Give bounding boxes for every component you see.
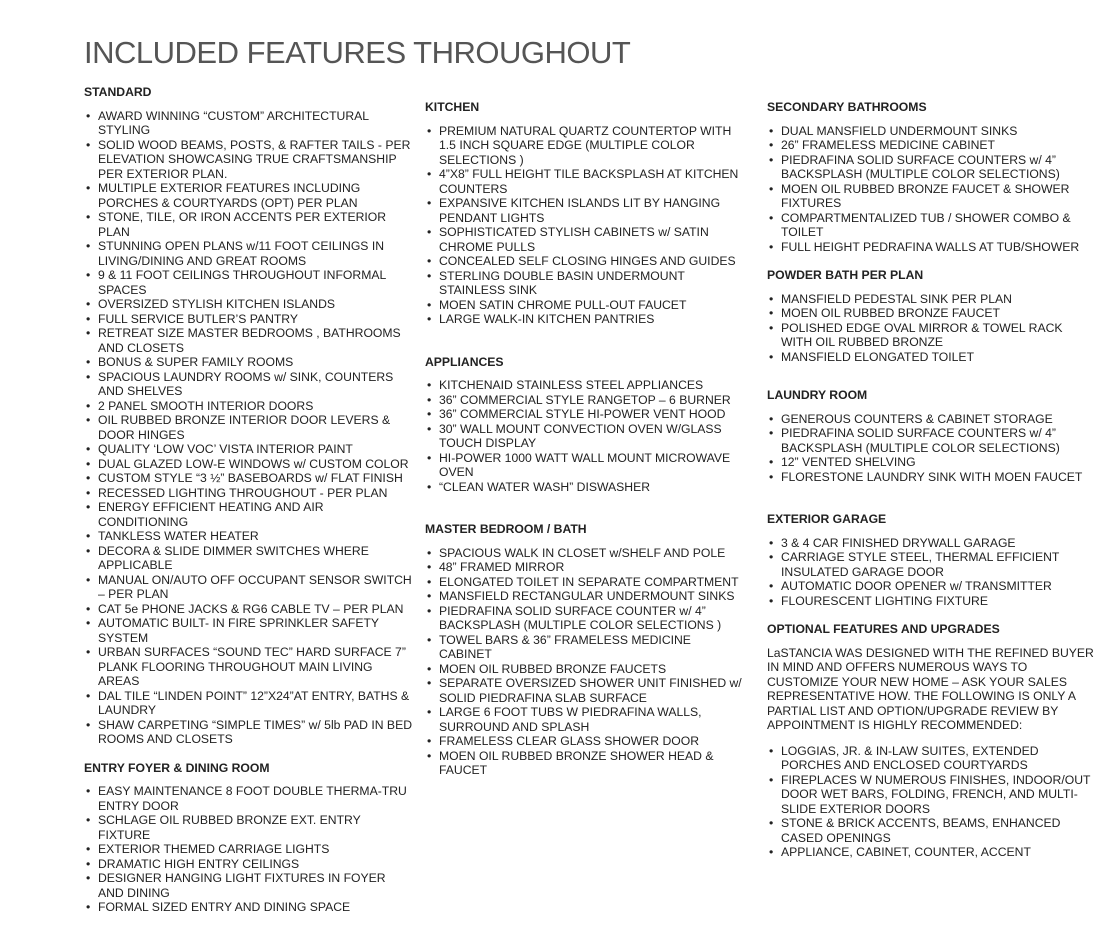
- feature-item: • “CLEAN WATER WASH” DISWASHER: [425, 480, 747, 495]
- feature-item: • STUNNING OPEN PLANS w/11 FOOT CEILINGS IN LIVING/DINING AND GREAT ROOMS: [84, 239, 414, 268]
- feature-item: • DUAL GLAZED LOW-E WINDOWS w/ CUSTOM COLOR: [84, 457, 414, 472]
- feature-item: • STONE, TILE, OR IRON ACCENTS PER EXTERIOR PLAN: [84, 210, 414, 239]
- feature-item: • MANUAL ON/AUTO OFF OCCUPANT SENSOR SWITCH – PER PLAN: [84, 573, 414, 602]
- feature-item: • 3 & 4 CAR FINISHED DRYWALL GARAGE: [767, 536, 1097, 551]
- feature-item: • CUSTOM STYLE “3 ½” BASEBOARDS w/ FLAT FINISH: [84, 471, 414, 486]
- feature-item: • SHAW CARPETING “SIMPLE TIMES” w/ 5lb PAD IN BED ROOMS AND CLOSETS: [84, 718, 414, 747]
- feature-item: • CONCEALED SELF CLOSING HINGES AND GUIDES: [425, 254, 747, 269]
- feature-item: • MOEN SATIN CHROME PULL-OUT FAUCET: [425, 298, 747, 313]
- section-powder-bath: [767, 268, 1097, 364]
- feature-item: • POLISHED EDGE OVAL MIRROR & TOWEL RACK WITH OIL RUBBED BRONZE: [767, 321, 1097, 350]
- feature-item: • BONUS & SUPER FAMILY ROOMS: [84, 355, 414, 370]
- section-heading: ENTRY FOYER & DINING ROOM: [84, 760, 270, 775]
- section-heading: OPTIONAL FEATURES AND UPGRADES: [767, 622, 1000, 636]
- feature-item: • MULTIPLE EXTERIOR FEATURES INCLUDING PORCHES & COURTYARDS (OPT) PER PLAN: [84, 181, 414, 210]
- feature-item: • DESIGNER HANGING LIGHT FIXTURES IN FOYER AND DINING: [84, 871, 414, 900]
- feature-list: [84, 109, 414, 747]
- feature-list: [767, 412, 1097, 485]
- feature-item: • 36” COMMERCIAL STYLE HI-POWER VENT HOOD: [425, 407, 747, 422]
- feature-item: • LARGE 6 FOOT TUBS W PIEDRAFINA WALLS, SURROUND AND SPLASH: [425, 705, 747, 734]
- feature-item: • EASY MAINTENANCE 8 FOOT DOUBLE THERMA-TRU ENTRY DOOR: [84, 784, 414, 813]
- feature-item: • SCHLAGE OIL RUBBED BRONZE EXT. ENTRY FIXTURE: [84, 813, 414, 842]
- feature-list: [767, 292, 1097, 365]
- section-kitchen: [425, 100, 747, 327]
- feature-item: • PIEDRAFINA SOLID SURFACE COUNTER w/ 4” BACKSPLASH (MULTIPLE COLOR SELECTIONS ): [425, 604, 747, 633]
- column-left: [84, 85, 414, 929]
- feature-item: • FLORESTONE LAUNDRY SINK WITH MOEN FAUCET: [767, 470, 1097, 485]
- column-middle: [425, 100, 747, 792]
- section-entry-foyer: [84, 761, 414, 915]
- feature-item: • AUTOMATIC BUILT- IN FIRE SPRINKLER SAFETY SYSTEM: [84, 616, 414, 645]
- feature-item: • DRAMATIC HIGH ENTRY CEILINGS: [84, 857, 414, 872]
- section-heading: SECONDARY BATHROOMS: [767, 100, 927, 114]
- feature-item: • STERLING DOUBLE BASIN UNDERMOUNT STAINLESS SINK: [425, 269, 747, 298]
- feature-item: • FULL HEIGHT PEDRAFINA WALLS AT TUB/SHOWER: [767, 240, 1097, 255]
- feature-list: [767, 124, 1097, 255]
- feature-item: • HI-POWER 1000 WATT WALL MOUNT MICROWAVE OVEN: [425, 451, 747, 480]
- section-heading: STANDARD: [84, 85, 152, 99]
- feature-item: • EXTERIOR THEMED CARRIAGE LIGHTS: [84, 842, 414, 857]
- feature-item: • 26” FRAMELESS MEDICINE CABINET: [767, 138, 1097, 153]
- feature-list: [425, 124, 747, 327]
- feature-item: • QUALITY ‘LOW VOC’ VISTA INTERIOR PAINT: [84, 442, 414, 457]
- feature-list: [425, 378, 747, 494]
- feature-item: • FORMAL SIZED ENTRY AND DINING SPACE: [84, 900, 414, 915]
- section-optional: [767, 622, 1097, 860]
- feature-item: • PIEDRAFINA SOLID SURFACE COUNTERS w/ 4” BACKSPLASH (MULTIPLE COLOR SELECTIONS): [767, 153, 1097, 182]
- feature-item: • APPLIANCE, CABINET, COUNTER, ACCENT: [767, 845, 1097, 860]
- feature-item: • ELONGATED TOILET IN SEPARATE COMPARTMENT: [425, 575, 747, 590]
- feature-item: • URBAN SURFACES “SOUND TEC” HARD SURFACE 7” PLANK FLOORING THROUGHOUT MAIN LIVING AREAS: [84, 645, 414, 689]
- feature-item: • MANSFIELD ELONGATED TOILET: [767, 350, 1097, 365]
- column-right: [767, 100, 1097, 874]
- feature-item: • SEPARATE OVERSIZED SHOWER UNIT FINISHED w/ SOLID PIEDRAFINA SLAB SURFACE: [425, 676, 747, 705]
- feature-item: • COMPARTMENTALIZED TUB / SHOWER COMBO & TOILET: [767, 211, 1097, 240]
- feature-item: • RETREAT SIZE MASTER BEDROOMS , BATHROOMS AND CLOSETS: [84, 326, 414, 355]
- feature-item: • ENERGY EFFICIENT HEATING AND AIR CONDITIONING: [84, 500, 414, 529]
- feature-item: • FRAMELESS CLEAR GLASS SHOWER DOOR: [425, 734, 747, 749]
- section-master-bedroom: [425, 522, 747, 778]
- feature-list: [767, 744, 1097, 860]
- feature-item: • DECORA & SLIDE DIMMER SWITCHES WHERE APPLICABLE: [84, 544, 414, 573]
- feature-item: • 12” VENTED SHELVING: [767, 455, 1097, 470]
- feature-item: • MANSFIELD PEDESTAL SINK PER PLAN: [767, 292, 1097, 307]
- feature-item: • PREMIUM NATURAL QUARTZ COUNTERTOP WITH 1.5 INCH SQUARE EDGE (MULTIPLE COLOR SELECTIONS ): [425, 124, 747, 168]
- feature-item: • FIREPLACES W NUMEROUS FINISHES, INDOOR/OUT DOOR WET BARS, FOLDING, FRENCH, AND MULTI-SLIDE EXTERIOR DOORS: [767, 773, 1097, 817]
- feature-item: • DAL TILE “LINDEN POINT” 12”X24”AT ENTRY, BATHS & LAUNDRY: [84, 689, 414, 718]
- feature-item: • RECESSED LIGHTING THROUGHOUT - PER PLAN: [84, 486, 414, 501]
- section-heading: KITCHEN: [425, 100, 480, 114]
- feature-item: • MOEN OIL RUBBED BRONZE FAUCET & SHOWER FIXTURES: [767, 182, 1097, 211]
- feature-list: [425, 546, 747, 778]
- feature-item: • TOWEL BARS & 36” FRAMELESS MEDICINE CABINET: [425, 633, 747, 662]
- feature-item: • FLOURESCENT LIGHTING FIXTURE: [767, 594, 1097, 609]
- section-heading: EXTERIOR GARAGE: [767, 512, 887, 526]
- feature-item: • AUTOMATIC DOOR OPENER w/ TRANSMITTER: [767, 579, 1097, 594]
- feature-item: • OVERSIZED STYLISH KITCHEN ISLANDS: [84, 297, 414, 312]
- feature-item: • MANSFIELD RECTANGULAR UNDERMOUNT SINKS: [425, 589, 747, 604]
- feature-list: [84, 784, 414, 915]
- section-appliances: [425, 355, 747, 495]
- feature-item: • DUAL MANSFIELD UNDERMOUNT SINKS: [767, 124, 1097, 139]
- feature-item: • 9 & 11 FOOT CEILINGS THROUGHOUT INFORMAL SPACES: [84, 268, 414, 297]
- section-heading: POWDER BATH PER PLAN: [767, 268, 924, 282]
- feature-item: • TANKLESS WATER HEATER: [84, 529, 414, 544]
- feature-item: • 48” FRAMED MIRROR: [425, 560, 747, 575]
- feature-item: • FULL SERVICE BUTLER’S PANTRY: [84, 312, 414, 327]
- feature-item: • SOPHISTICATED STYLISH CABINETS w/ SATIN CHROME PULLS: [425, 225, 747, 254]
- page-title: INCLUDED FEATURES THROUGHOUT: [84, 35, 631, 70]
- feature-item: • 36” COMMERCIAL STYLE RANGETOP – 6 BURNER: [425, 393, 747, 408]
- section-heading: APPLIANCES: [425, 354, 504, 369]
- feature-item: • MOEN OIL RUBBED BRONZE FAUCETS: [425, 662, 747, 677]
- section-heading: MASTER BEDROOM / BATH: [425, 522, 587, 536]
- optional-intro-paragraph: LaSTANCIA WAS DESIGNED WITH THE REFINED BUYER IN MIND AND OFFERS NUMEROUS WAYS TO CUSTOMIZE YOUR NEW HOME – ASK YOUR SALES REPRESENTATIVE HOW. THE FOLLOWING IS ONLY A PARTIAL LIST AND OPTION/UPGRADE REVIEW BY APPOINTMENT IS HIGHLY RECOMMENDED:: [767, 645, 1094, 732]
- feature-item: • AWARD WINNING “CUSTOM” ARCHITECTURAL STYLING: [84, 109, 414, 138]
- feature-item: • EXPANSIVE KITCHEN ISLANDS LIT BY HANGING PENDANT LIGHTS: [425, 196, 747, 225]
- feature-item: • MOEN OIL RUBBED BRONZE SHOWER HEAD & FAUCET: [425, 749, 747, 778]
- feature-item: • SPACIOUS WALK IN CLOSET w/SHELF AND POLE: [425, 546, 747, 561]
- feature-item: • PIEDRAFINA SOLID SURFACE COUNTERS w/ 4” BACKSPLASH (MULTIPLE COLOR SELECTIONS): [767, 426, 1097, 455]
- section-laundry-room: [767, 388, 1097, 484]
- feature-item: • 2 PANEL SMOOTH INTERIOR DOORS: [84, 399, 414, 414]
- feature-item: • KITCHENAID STAINLESS STEEL APPLIANCES: [425, 378, 747, 393]
- section-exterior-garage: [767, 512, 1097, 608]
- section-secondary-bathrooms: [767, 100, 1097, 254]
- feature-item: • LARGE WALK-IN KITCHEN PANTRIES: [425, 312, 747, 327]
- feature-item: • CAT 5e PHONE JACKS & RG6 CABLE TV – PER PLAN: [84, 602, 414, 617]
- section-heading: LAUNDRY ROOM: [767, 388, 868, 402]
- feature-list: [767, 536, 1097, 609]
- feature-item: • SPACIOUS LAUNDRY ROOMS w/ SINK, COUNTERS AND SHELVES: [84, 370, 414, 399]
- feature-item: • 4”X8” FULL HEIGHT TILE BACKSPLASH AT KITCHEN COUNTERS: [425, 167, 747, 196]
- section-standard: [84, 85, 414, 747]
- feature-item: • LOGGIAS, JR. & IN-LAW SUITES, EXTENDED PORCHES AND ENCLOSED COURTYARDS: [767, 744, 1097, 773]
- feature-item: • CARRIAGE STYLE STEEL, THERMAL EFFICIENT INSULATED GARAGE DOOR: [767, 550, 1097, 579]
- feature-item: • SOLID WOOD BEAMS, POSTS, & RAFTER TAILS - PER ELEVATION SHOWCASING TRUE CRAFTSMANSHIP PER EXTERIOR PLAN.: [84, 138, 414, 182]
- feature-item: • 30” WALL MOUNT CONVECTION OVEN W/GLASS TOUCH DISPLAY: [425, 422, 747, 451]
- feature-item: • MOEN OIL RUBBED BRONZE FAUCET: [767, 306, 1097, 321]
- feature-item: • GENEROUS COUNTERS & CABINET STORAGE: [767, 412, 1097, 427]
- feature-item: • OIL RUBBED BRONZE INTERIOR DOOR LEVERS & DOOR HINGES: [84, 413, 414, 442]
- feature-item: • STONE & BRICK ACCENTS, BEAMS, ENHANCED CASED OPENINGS: [767, 816, 1097, 845]
